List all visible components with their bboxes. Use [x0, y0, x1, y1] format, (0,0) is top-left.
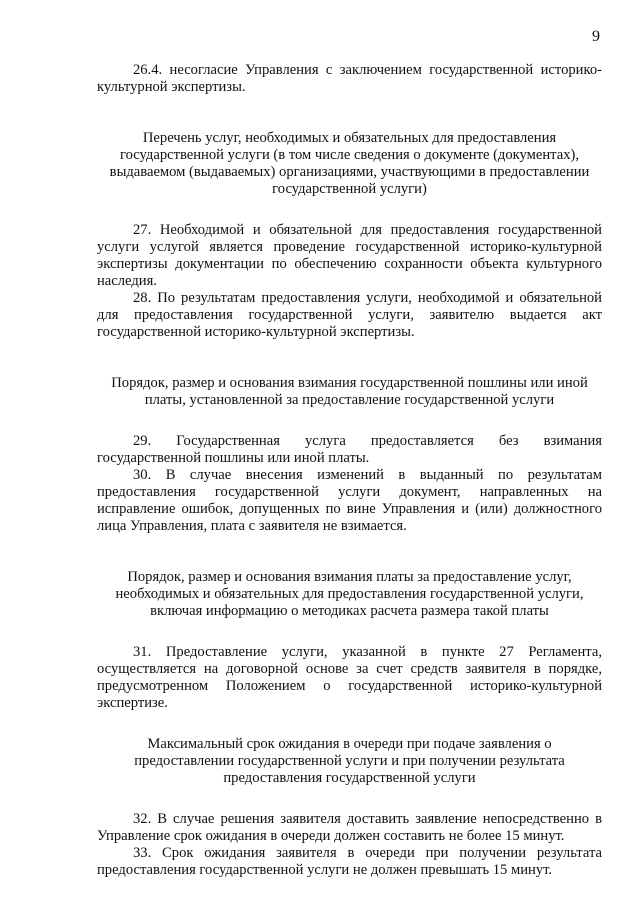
section-heading-queue-time: Максимальный срок ожидания в очереди при подаче заявления о предоставлении государственной услуги и при получении результата предоставления государственной услуги [134, 736, 565, 786]
paragraph-31: 31. Предоставление услуги, указанной в пункте 27 Регламента, осуществляется на договорной основе за счет средств заявителя в порядке, предусмотренном Положением о государственной историко-культурной экспертизе. [97, 644, 602, 711]
paragraph-32: 32. В случае решения заявителя доставить заявление непосредственно в Управление срок ожидания в очереди должен составить не более 15 минут. [97, 811, 602, 844]
paragraph-26-4: 26.4. несогласие Управления с заключением государственной историко-культурной экспертизы. [97, 62, 602, 95]
paragraph-33: 33. Срок ожидания заявителя в очереди при получении результата предоставления государственной услуги не должен превышать 15 минут. [97, 845, 602, 878]
document-body [97, 62, 602, 879]
section-heading-state-fee: Порядок, размер и основания взимания государственной пошлины или иной платы, установленной за предоставление государственной услуги [111, 375, 588, 408]
section-heading-services: Перечень услуг, необходимых и обязательных для предоставления государственной услуги (в том числе сведения о документе (документах), выдаваемом (выдаваемых) организациями, участвующими в предоставлении государственной услуги) [109, 130, 590, 197]
paragraph-28: 28. По результатам предоставления услуги, необходимой и обязательной для предоставления государственной услуги, заявителю выдается акт государственной историко-культурной экспертизы. [97, 290, 602, 340]
page-number: 9 [592, 28, 600, 45]
section-heading-service-fee: Порядок, размер и основания взимания платы за предоставление услуг, необходимых и обязательных для предоставления государственной услуги, включая информацию о методиках расчета размера такой платы [115, 569, 584, 619]
paragraph-30: 30. В случае внесения изменений в выданный по результатам предоставления государственной услуги документ, направленных на исправление ошибок, допущенных по вине Управления и (или) должностного лица Управления, плата с заявителя не взимается. [97, 467, 602, 534]
paragraph-27: 27. Необходимой и обязательной для предоставления государственной услуги услугой является проведение государственной историко-культурной экспертизы документации по обеспечению сохранности объекта культурного наследия. [97, 222, 602, 289]
paragraph-29: 29. Государственная услуга предоставляется без взимания государственной пошлины или иной платы. [97, 433, 602, 466]
